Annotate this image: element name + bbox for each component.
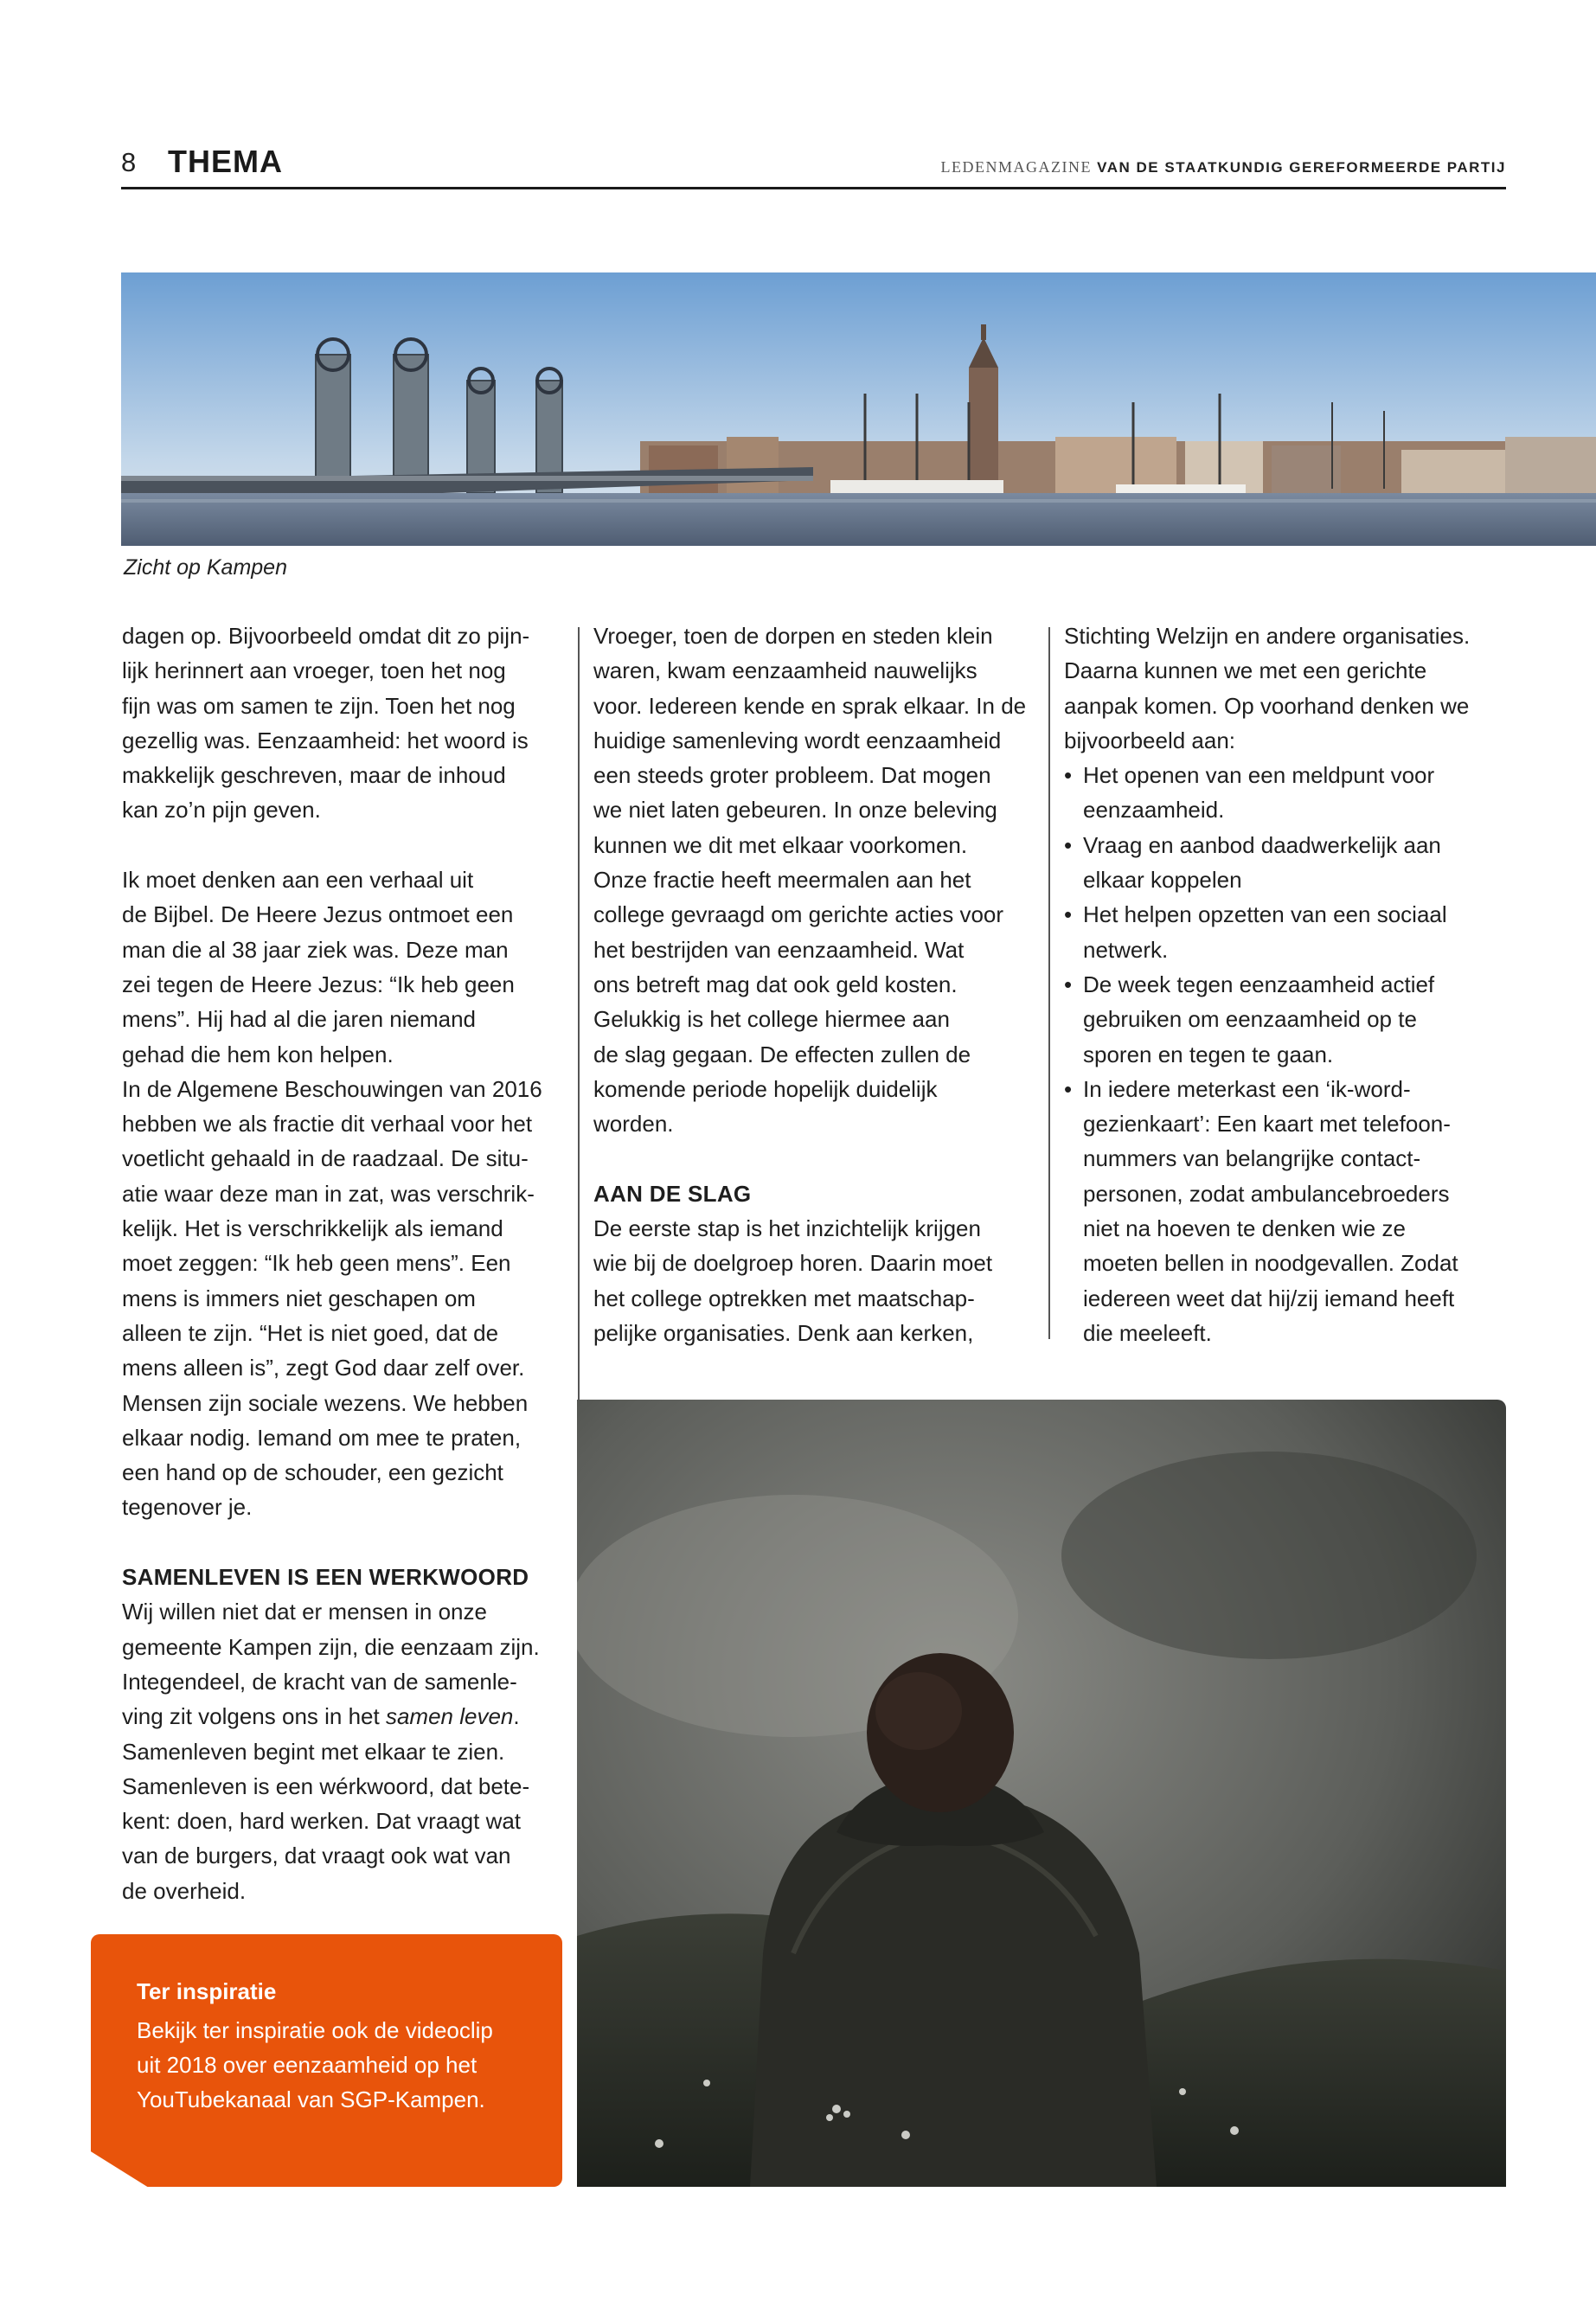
text-line: Gelukkig is het college hiermee aan	[593, 1006, 950, 1033]
text-run: .	[513, 1703, 520, 1730]
paragraph	[593, 619, 1039, 1141]
text-line: de Bijbel. De Heere Jezus ontmoet een	[122, 901, 514, 928]
list-item	[1064, 967, 1509, 1072]
text-line: die meeleeft.	[1083, 1319, 1212, 1346]
text-run: ving zit volgens ons in het	[122, 1703, 386, 1730]
text-line: de overheid.	[122, 1877, 247, 1904]
text-line: aanpak komen. Op voorhand denken we	[1064, 692, 1470, 719]
column-divider	[578, 627, 580, 1401]
text-line: Samenleven is een wérkwoord, dat bete-	[122, 1772, 530, 1799]
page-number: 8	[121, 147, 137, 177]
text-line: mens”. Hij had al die jaren niemand	[122, 1006, 476, 1033]
text-line: Samenleven begint met elkaar te zien.	[122, 1738, 505, 1765]
article-column-2	[593, 619, 1039, 1350]
inspiration-text	[137, 2013, 493, 2117]
text-line: iedereen weet dat hij/zij iemand heeft	[1083, 1285, 1455, 1311]
text-line: alleen te zijn. “Het is niet goed, dat de	[122, 1319, 499, 1346]
person-image	[577, 1400, 1506, 2187]
inspiration-title: Ter inspiratie	[137, 1978, 277, 2004]
text-line: worden.	[593, 1111, 674, 1138]
text-line: Mensen zijn sociale wezens. We hebben	[122, 1389, 529, 1416]
text-line: moeten bellen in noodgevallen. Zodat	[1083, 1250, 1458, 1277]
text-line: van de burgers, dat vraagt ook wat van	[122, 1843, 511, 1869]
list-item	[1064, 1072, 1509, 1350]
text-line: kent: doen, hard werken. Dat vraagt wat	[122, 1808, 522, 1835]
text-line: tegenover je.	[122, 1494, 253, 1521]
text-line: niet na hoeven te denken wie ze	[1083, 1215, 1406, 1242]
text-line: hebben we als fractie dit verhaal voor het	[122, 1111, 533, 1138]
section-heading: SAMENLEVEN IS EEN WERKWOORD	[122, 1564, 529, 1591]
text-line: personen, zodat ambulancebroeders	[1083, 1180, 1450, 1207]
text-line: college gevraagd om gerichte acties voor	[593, 901, 1004, 928]
text-line: waren, kwam eenzaamheid nauwelijks	[593, 657, 977, 684]
text-line: fijn was om samen te zijn. Toen het nog	[122, 692, 516, 719]
text-line: gezellig was. Eenzaamheid: het woord is	[122, 727, 529, 753]
text-line: bijvoorbeeld aan:	[1064, 727, 1236, 753]
text-line: wie bij de doelgroep horen. Daarin moet	[593, 1250, 993, 1277]
text-line: gemeente Kampen zijn, die eenzaam zijn.	[122, 1633, 540, 1660]
text-line: lijk herinnert aan vroeger, toen het nog	[122, 657, 506, 684]
paragraph	[122, 862, 563, 1525]
text-line: een steeds groter probleem. Dat mogen	[593, 762, 991, 789]
text-line: man die al 38 jaar ziek was. Deze man	[122, 936, 509, 963]
text-line: gezienkaart’: Een kaart met telefoon-	[1083, 1111, 1451, 1138]
text-line: kunnen we dit met elkaar voorkomen.	[593, 831, 968, 858]
panorama-photo	[121, 272, 1596, 546]
kampen-skyline-image	[121, 272, 1596, 546]
text-line: elkaar nodig. Iemand om mee te praten,	[122, 1424, 522, 1451]
list-item	[1064, 897, 1509, 967]
text-line: pelijke organisaties. Denk aan kerken,	[593, 1319, 974, 1346]
section-title: THEMA	[168, 144, 283, 179]
text-line: we niet laten gebeuren. In onze beleving	[593, 797, 997, 824]
text-line: Wij willen niet dat er mensen in onze	[122, 1599, 487, 1625]
magazine-suffix: VAN DE STAATKUNDIG GEREFORMEERDE PARTIJ	[1097, 159, 1506, 176]
article-column-3	[1064, 619, 1509, 1350]
text-line: een hand op de schouder, een gezicht	[122, 1459, 503, 1486]
text-line: Stichting Welzijn en andere organisaties.	[1064, 623, 1471, 649]
text-line: zei tegen de Heere Jezus: “Ik heb geen	[122, 971, 515, 997]
magazine-prefix: LEDENMAGAZINE	[940, 158, 1092, 176]
text-line: • Het openen van een meldpunt voor	[1064, 758, 1509, 792]
text-line: gebruiken om eenzaamheid op te	[1083, 1006, 1417, 1033]
text-line: Integendeel, de kracht van de samenle-	[122, 1668, 517, 1695]
text-line: Vroeger, toen de dorpen en steden klein	[593, 623, 993, 649]
text-line: mens is immers niet geschapen om	[122, 1285, 476, 1311]
text-line: Onze fractie heeft meermalen aan het	[593, 867, 971, 894]
article-column-1	[122, 619, 563, 1908]
text-line: De eerste stap is het inzichtelijk krijgen	[593, 1215, 981, 1242]
text-line: nummers van belangrijke contact-	[1083, 1145, 1421, 1172]
text-line: Daarna kunnen we met een gerichte	[1064, 657, 1427, 684]
text-line: makkelijk geschreven, maar de inhoud	[122, 762, 506, 789]
text-line: mens alleen is”, zegt God daar zelf over.	[122, 1355, 525, 1381]
text-line: sporen en tegen te gaan.	[1083, 1041, 1334, 1067]
bullet-list	[1064, 758, 1509, 1350]
text-line: voetlicht gehaald in de raadzaal. De situ-	[122, 1145, 529, 1172]
list-item	[1064, 758, 1509, 828]
text-line: kan zo’n pijn geven.	[122, 797, 321, 824]
text-line: eenzaamheid.	[1083, 797, 1225, 824]
text-line: YouTubekanaal van SGP-Kampen.	[137, 2086, 485, 2112]
text-line: Ik moet denken aan een verhaal uit	[122, 867, 474, 894]
text-line: de slag gegaan. De effecten zullen de	[593, 1041, 971, 1067]
text-line: het college optrekken met maatschap-	[593, 1285, 975, 1311]
paragraph	[122, 619, 563, 828]
column-divider	[1048, 627, 1050, 1339]
text-line: Bekijk ter inspiratie ook de videoclip	[137, 2017, 493, 2043]
text-line: gehad die hem kon helpen.	[122, 1041, 394, 1067]
paragraph	[122, 1594, 563, 1908]
text-line: • De week tegen eenzaamheid actief	[1064, 967, 1509, 1002]
paragraph	[593, 1211, 1039, 1350]
text-line: kelijk. Het is verschrikkelijk als iemand	[122, 1215, 503, 1242]
text-line: ons betreft mag dat ook geld kosten.	[593, 971, 958, 997]
text-line: het bestrijden van eenzaamheid. Wat	[593, 936, 965, 963]
text-line: moet zeggen: “Ik heb geen mens”. Een	[122, 1250, 511, 1277]
emphasis: samen leven	[385, 1703, 514, 1730]
text-line: dagen op. Bijvoorbeeld omdat dit zo pijn-	[122, 623, 530, 649]
text-line	[122, 1699, 563, 1734]
text-line: netwerk.	[1083, 936, 1169, 963]
text-line: In de Algemene Beschouwingen van 2016	[122, 1075, 542, 1102]
text-line: atie waar deze man in zat, was verschrik-	[122, 1180, 535, 1207]
text-line: voor. Iedereen kende en sprak elkaar. In de	[593, 692, 1027, 719]
text-line: • In iedere meterkast een ‘ik-word-	[1064, 1072, 1509, 1106]
text-line: huidige samenleving wordt eenzaamheid	[593, 727, 1002, 753]
text-line: komende periode hopelijk duidelijk	[593, 1075, 938, 1102]
photo-caption: Zicht op Kampen	[124, 555, 287, 580]
list-item	[1064, 828, 1509, 898]
text-line: uit 2018 over eenzaamheid op het	[137, 2052, 478, 2078]
text-line: elkaar koppelen	[1083, 867, 1242, 894]
magazine-title	[940, 158, 1506, 176]
lonely-person-photo	[577, 1400, 1506, 2187]
paragraph	[1064, 619, 1509, 758]
header-rule	[121, 187, 1506, 189]
section-heading: AAN DE SLAG	[593, 1180, 752, 1207]
text-line: • Het helpen opzetten van een sociaal	[1064, 897, 1509, 932]
text-line: • Vraag en aanbod daadwerkelijk aan	[1064, 828, 1509, 862]
